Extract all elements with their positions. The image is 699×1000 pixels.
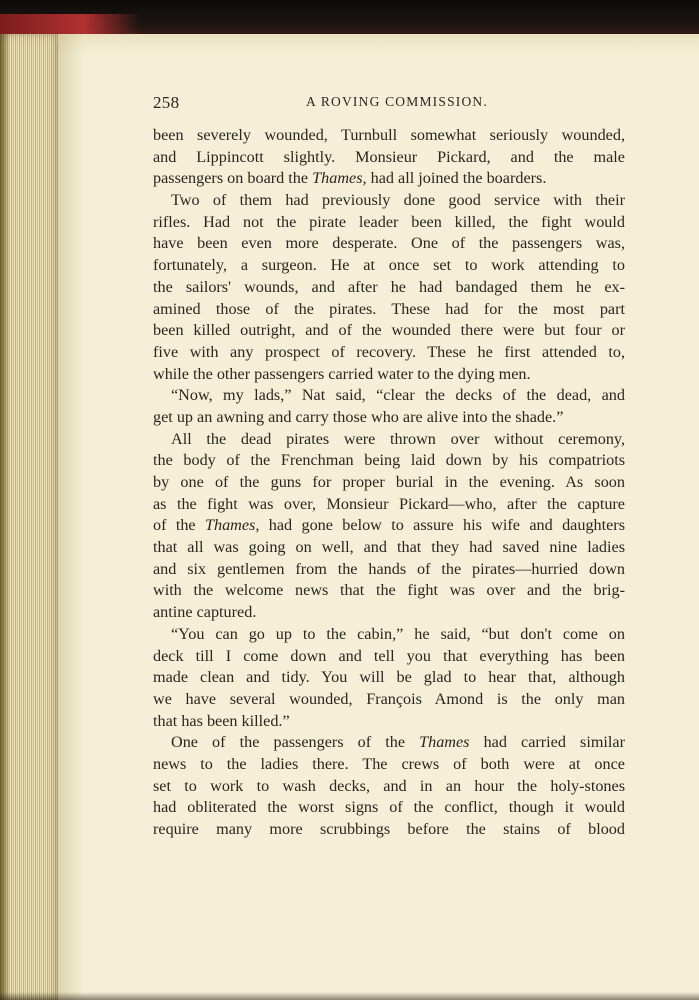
text-line [153, 255, 625, 277]
text-segment: rifles. Had not the pirate leader been killed, the fight would [153, 212, 625, 231]
text-segment: been killed outright, and of the wounded there were but four or [153, 321, 625, 340]
text-segment: passengers on board the [153, 169, 313, 188]
text-segment: the body of the Frenchman being laid down by his compatriots [153, 451, 625, 470]
italic-text: Thames, [312, 169, 367, 188]
italic-text: Thames [419, 733, 470, 752]
running-title: A ROVING COMMISSION. [306, 94, 488, 109]
text-segment: as the fight was over, Monsieur Pickard—who, after the capture [153, 494, 625, 513]
text-line [153, 689, 625, 711]
text-segment: All the dead pirates were thrown over without ceremony, [171, 429, 625, 448]
text-segment: and Lippincott slightly. Monsieur Pickard, and the male [153, 147, 625, 166]
text-line [153, 711, 625, 733]
text-segment: the sailors' wounds, and after he had bandaged them he ex- [153, 277, 625, 296]
text-segment: fortunately, a surgeon. He at once set to work attending to [153, 256, 625, 275]
italic-text: Thames, [204, 516, 260, 535]
text-segment: five with any prospect of recovery. These he first attended to, [153, 342, 625, 361]
text-segment: been severely wounded, Turnbull somewhat seriously wounded, [153, 126, 625, 144]
text-line [153, 515, 625, 537]
text-line [153, 646, 625, 668]
text-line [153, 277, 625, 299]
text-segment: that all was going on well, and that they had saved nine ladies [153, 538, 625, 557]
text-line [153, 450, 625, 472]
text-segment: news to the ladies there. The crews of both were at once [153, 754, 625, 773]
text-line [153, 407, 625, 429]
text-segment: have been even more desperate. One of the passengers was, [153, 234, 625, 253]
text-segment: set to work to wash decks, and in an hour the holy-stones [153, 776, 625, 795]
text-line [153, 580, 625, 602]
text-segment: and six gentlemen from the hands of the pirates—hurried down [153, 559, 625, 578]
text-line [153, 190, 625, 212]
text-line [153, 494, 625, 516]
page-bottom-shadow [0, 992, 699, 1000]
text-line [153, 819, 625, 841]
text-segment: “Now, my lads,” Nat said, “clear the decks of the dead, and [171, 386, 625, 405]
text-line [153, 667, 625, 689]
text-line [153, 602, 625, 624]
text-segment: get up an awning and carry those who are alive into the shade.” [153, 407, 564, 426]
text-segment: amined those of the pirates. These had for the most part [153, 299, 625, 318]
text-line [153, 537, 625, 559]
text-segment: Two of them had previously done good service with their [171, 191, 625, 210]
text-line [153, 776, 625, 798]
text-line [153, 429, 625, 451]
text-line [153, 364, 625, 386]
text-segment: made clean and tidy. You will be glad to hear that, although [153, 668, 625, 687]
text-segment: by one of the guns for proper burial in the evening. As soon [153, 473, 625, 491]
text-segment: had obliterated the worst signs of the conflict, though it would [153, 798, 625, 817]
text-segment: we have several wounded, François Amond is the only man [153, 689, 625, 708]
text-line [153, 754, 625, 776]
text-segment: that has been killed.” [153, 711, 290, 730]
text-line [153, 624, 625, 646]
text-segment: had gone below to assure his wife and daughters [259, 516, 626, 535]
text-segment: while the other passengers carried water to the dying men. [153, 364, 531, 383]
text-line [153, 732, 625, 754]
body-text [153, 125, 625, 841]
text-segment: antine captured. [153, 603, 257, 622]
text-segment: had carried similar [469, 733, 625, 752]
text-line [153, 125, 625, 147]
page-header [153, 93, 637, 115]
text-line [153, 472, 625, 494]
text-line [153, 320, 625, 342]
text-line [153, 147, 625, 169]
text-segment: require many more scrubbings before the stains of blood [153, 820, 625, 838]
text-line [153, 385, 625, 407]
text-segment: had all joined the boarders. [366, 169, 547, 188]
text-segment: One of the passengers of the [171, 733, 420, 752]
text-segment: with the welcome news that the fight was over and the brig- [153, 581, 625, 600]
page-number: 258 [153, 93, 180, 112]
page-stack-edge [0, 34, 62, 1000]
text-segment: deck till I come down and tell you that everything has been [153, 646, 625, 665]
text-segment: of the [153, 516, 205, 535]
text-line [153, 212, 625, 234]
text-line [153, 797, 625, 819]
text-segment: “You can go up to the cabin,” he said, “but don't come on [171, 624, 625, 643]
text-line [153, 559, 625, 581]
text-line [153, 168, 625, 190]
text-line [153, 299, 625, 321]
text-line [153, 233, 625, 255]
text-line [153, 342, 625, 364]
